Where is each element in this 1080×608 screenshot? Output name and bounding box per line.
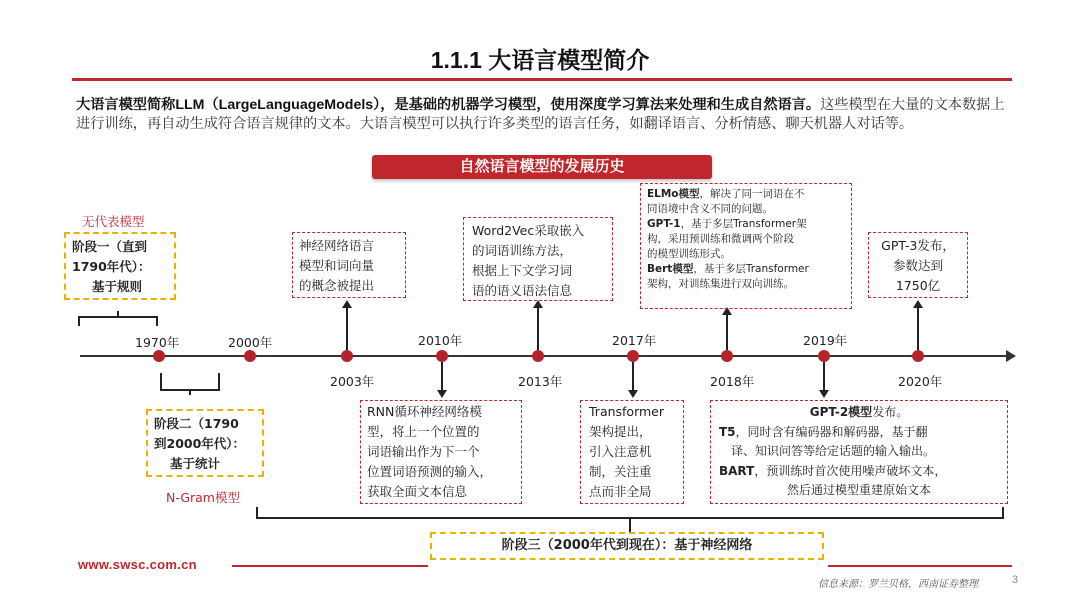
connector-2017 [632, 362, 634, 392]
stage3-box: 阶段三（2000年代到现在）：基于神经网络 [430, 532, 824, 560]
stage1-bracket [78, 310, 158, 328]
year-2019: 2019年 [803, 333, 848, 348]
box-2018-bert-l1: ，基于多层Transformer [693, 263, 809, 275]
down-tip-2019 [819, 390, 829, 398]
box-2003-line1: 神经网络语言 [299, 238, 375, 253]
box-2018-elmo-name: ELMo模型 [647, 188, 700, 200]
box-2010-line5: 获取全面文本信息 [367, 484, 468, 499]
box-2019-t5-name: T5 [719, 424, 736, 439]
year-2017: 2017年 [612, 333, 657, 348]
stage1-line2: 1790年代）： [72, 259, 151, 274]
timeline-axis [80, 355, 1008, 357]
box-2013 [463, 217, 613, 301]
year-2003: 2003年 [330, 374, 375, 389]
box-2019-gpt2-rest: 发布。 [872, 405, 909, 419]
box-2010-line2: 型，将上一个位置的 [367, 424, 480, 439]
year-2013: 2013年 [518, 374, 563, 389]
up-tip-2013 [533, 300, 543, 308]
box-2019-bart-l1: ，预训练时首次使用噪声破坏文本， [754, 463, 947, 478]
connector-2018 [726, 312, 728, 350]
stage1-box [64, 232, 176, 300]
up-tip-2020 [913, 300, 923, 308]
dot-2017 [627, 350, 639, 362]
box-2019-gpt2-name: GPT-2模型 [809, 405, 873, 419]
year-2018: 2018年 [710, 374, 755, 389]
connector-2003 [346, 305, 348, 350]
dot-2010 [436, 350, 448, 362]
dot-2003 [341, 350, 353, 362]
dot-2013 [532, 350, 544, 362]
intro-paragraph [76, 96, 1016, 134]
year-2010: 2010年 [418, 333, 463, 348]
footer-rule-right [828, 565, 1012, 567]
box-2020 [868, 232, 968, 298]
up-tip-2003 [342, 300, 352, 308]
title-rule [72, 78, 1012, 81]
box-2018-gpt1-l2: 构，采用预训练和微调两个阶段 [647, 233, 794, 245]
box-2010-line4: 位置词语预测的输入， [367, 464, 493, 479]
year-2020: 2020年 [898, 374, 943, 389]
box-2003 [292, 232, 406, 298]
box-2019 [710, 400, 1008, 504]
page-title: 1.1.1 大语言模型简介 [430, 47, 650, 73]
connector-2010 [441, 362, 443, 392]
box-2018-bert-l2: 架构，对训练集进行双向训练。 [647, 278, 794, 290]
down-tip-2017 [628, 390, 638, 398]
box-2017-line5: 点而非全局 [589, 484, 652, 499]
stage2-bracket [160, 372, 220, 396]
box-2019-bart-name: BART [719, 463, 755, 478]
box-2017-line3: 引入注意机 [589, 444, 652, 459]
intro-rest: 这些模型在大量的文本数据上进行训练，再自动生成符合语言规律的文本。大语言模型可以执行许多类型的语言任务，如翻译语言、分析情感、聊天机器人对话等。 [76, 97, 1005, 132]
dot-2018 [721, 350, 733, 362]
stage2-tag: N-Gram模型 [166, 490, 240, 505]
box-2010-line3: 词语输出作为下一个 [367, 444, 480, 459]
stage1-line1: 阶段一（直到 [72, 239, 148, 254]
timeline-arrowhead [1006, 350, 1016, 362]
box-2010 [360, 400, 522, 504]
stage2-line1: 阶段二（1790 [154, 416, 239, 431]
box-2003-line2: 模型和词向量 [299, 258, 375, 273]
box-2018 [640, 183, 852, 309]
box-2018-elmo-l1: ，解决了同一词语在不 [699, 188, 805, 200]
connector-2013 [537, 305, 539, 350]
box-2020-line1: GPT-3发布， [881, 238, 955, 253]
stage2-line3: 基于统计 [170, 456, 221, 471]
down-tip-2010 [437, 390, 447, 398]
connector-2020 [917, 305, 919, 350]
box-2013-line1: Word2Vec采取嵌入 [472, 223, 585, 238]
box-2019-t5-l2: 译、知识问答等给定话题的输入输出。 [731, 444, 936, 458]
connector-2019 [823, 362, 825, 392]
intro-bold: 大语言模型简称LLM（LargeLanguageModels），是基础的机器学习模型，使用深度学习算法来处理和生成自然语言。 [76, 97, 821, 113]
year-2000: 2000年 [228, 335, 273, 350]
stage2-box [146, 409, 264, 477]
box-2018-gpt1-l3: 的模型训练形式。 [647, 248, 731, 260]
dot-1970 [153, 350, 165, 362]
dot-2019 [818, 350, 830, 362]
box-2020-line3: 1750亿 [895, 278, 941, 293]
box-2013-line2: 的词语训练方法， [472, 243, 573, 258]
box-2017 [580, 400, 684, 504]
box-2013-line3: 根据上下文学习词 [472, 263, 573, 278]
dot-2020 [912, 350, 924, 362]
box-2017-line2: 架构提出， [589, 424, 652, 439]
box-2018-bert-name: Bert模型 [647, 263, 694, 275]
box-2017-line4: 制，关注重 [589, 464, 652, 479]
stage1-tag: 无代表模型 [82, 214, 145, 229]
box-2020-line2: 参数达到 [892, 258, 943, 273]
box-2019-t5-l1: ，同时含有编码器和解码器，基于翻 [735, 424, 928, 439]
box-2010-line1: RNN循环神经网络模 [367, 404, 482, 419]
footer-url[interactable]: www.swsc.com.cn [78, 557, 197, 572]
footer-rule-left [232, 565, 428, 567]
box-2017-line1: Transformer [589, 404, 665, 419]
box-2018-gpt1-name: GPT-1 [647, 218, 681, 230]
history-banner: 自然语言模型的发展历史 [372, 155, 712, 179]
page-number: 3 [1012, 574, 1019, 586]
stage2-line2: 到2000年代）： [154, 436, 246, 451]
year-1970: 1970年 [135, 335, 180, 350]
box-2018-gpt1-l1: ，基于多层Transformer架 [680, 218, 807, 230]
box-2018-elmo-l2: 同语境中含义不同的问题。 [647, 203, 773, 215]
box-2003-line3: 的概念被提出 [299, 278, 375, 293]
source-note: 信息来源：罗兰贝格，西南证券整理 [818, 579, 978, 590]
box-2019-bart-l2: 然后通过模型重建原始文本 [786, 483, 931, 497]
dot-2000 [244, 350, 256, 362]
box-2013-line4: 语的语义语法信息 [472, 283, 573, 298]
stage1-line3: 基于规则 [92, 279, 143, 294]
